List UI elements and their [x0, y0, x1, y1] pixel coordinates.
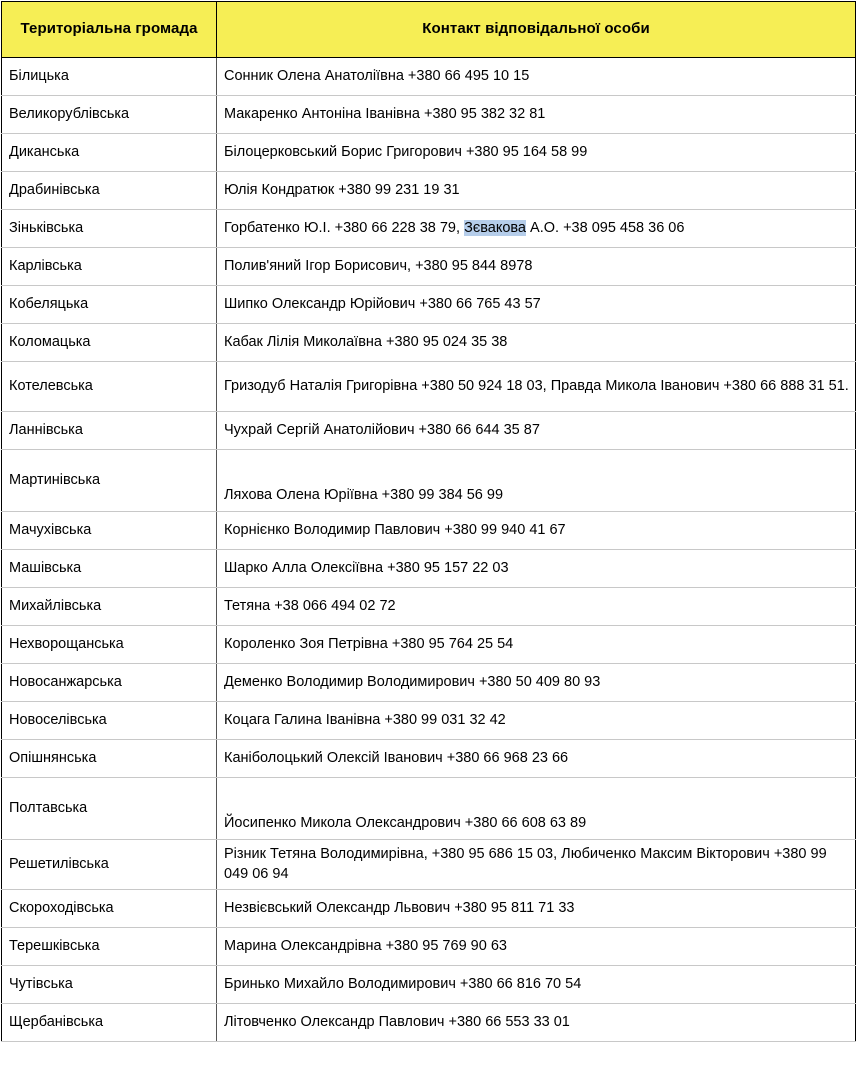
- cell-contact[interactable]: Чухрай Сергій Анатолійович +380 66 644 35 87: [217, 412, 856, 450]
- cell-contact[interactable]: Йосипенко Микола Олександрович +380 66 608 63 89: [217, 778, 856, 840]
- cell-contact[interactable]: Ляхова Олена Юріївна +380 99 384 56 99: [217, 450, 856, 512]
- cell-hromada[interactable]: Нехворощанська: [2, 626, 217, 664]
- column-header-hromada: Територіальна громада: [2, 2, 217, 58]
- cell-contact[interactable]: Гризодуб Наталія Григорівна +380 50 924 18 03, Правда Микола Іванович +380 66 888 31 51.: [217, 362, 856, 412]
- cell-hromada[interactable]: Решетилівська: [2, 840, 217, 890]
- cell-contact[interactable]: Бринько Михайло Володимирович +380 66 816 70 54: [217, 966, 856, 1004]
- table-row: [2, 778, 856, 840]
- column-header-contact: Контакт відповідальної особи: [217, 2, 856, 58]
- cell-hromada[interactable]: Драбинівська: [2, 172, 217, 210]
- cell-contact[interactable]: Марина Олександрівна +380 95 769 90 63: [217, 928, 856, 966]
- cell-contact[interactable]: Горбатенко Ю.І. +380 66 228 38 79, Зєвакова А.О. +38 095 458 36 06: [217, 210, 856, 248]
- cell-hromada[interactable]: Кобеляцька: [2, 286, 217, 324]
- table-row: [2, 1004, 856, 1042]
- table-row: [2, 966, 856, 1004]
- table-row: [2, 96, 856, 134]
- cell-contact[interactable]: Незвієвський Олександр Львович +380 95 811 71 33: [217, 890, 856, 928]
- cell-hromada[interactable]: Карлівська: [2, 248, 217, 286]
- cell-contact[interactable]: Коцага Галина Іванівна +380 99 031 32 42: [217, 702, 856, 740]
- cell-hromada[interactable]: Котелевська: [2, 362, 217, 412]
- cell-hromada[interactable]: Новосанжарська: [2, 664, 217, 702]
- cell-hromada[interactable]: Великорублівська: [2, 96, 217, 134]
- cell-contact[interactable]: Каніболоцький Олексій Іванович +380 66 968 23 66: [217, 740, 856, 778]
- cell-hromada[interactable]: Михайлівська: [2, 588, 217, 626]
- table-row: [2, 362, 856, 412]
- contacts-table: [1, 1, 856, 1042]
- cell-hromada[interactable]: Терешківська: [2, 928, 217, 966]
- table-row: [2, 172, 856, 210]
- highlighted-text: Зєвакова: [464, 219, 526, 236]
- table-row: [2, 740, 856, 778]
- table-row: [2, 58, 856, 96]
- table-row: [2, 890, 856, 928]
- cell-hromada[interactable]: Чутівська: [2, 966, 217, 1004]
- cell-hromada[interactable]: Коломацька: [2, 324, 217, 362]
- table-row: [2, 840, 856, 890]
- cell-contact[interactable]: Білоцерковський Борис Григорович +380 95 164 58 99: [217, 134, 856, 172]
- cell-contact[interactable]: Короленко Зоя Петрівна +380 95 764 25 54: [217, 626, 856, 664]
- cell-contact[interactable]: Тетяна +38 066 494 02 72: [217, 588, 856, 626]
- cell-contact[interactable]: Сонник Олена Анатоліївна +380 66 495 10 15: [217, 58, 856, 96]
- cell-contact[interactable]: Шарко Алла Олексіївна +380 95 157 22 03: [217, 550, 856, 588]
- table-row: [2, 450, 856, 512]
- cell-hromada[interactable]: Щербанівська: [2, 1004, 217, 1042]
- cell-contact[interactable]: Шипко Олександр Юрійович +380 66 765 43 57: [217, 286, 856, 324]
- cell-hromada[interactable]: Мачухівська: [2, 512, 217, 550]
- cell-contact[interactable]: Кабак Лілія Миколаївна +380 95 024 35 38: [217, 324, 856, 362]
- cell-hromada[interactable]: Диканська: [2, 134, 217, 172]
- table-header: [2, 2, 856, 58]
- table-row: [2, 412, 856, 450]
- cell-hromada[interactable]: Машівська: [2, 550, 217, 588]
- table-row: [2, 702, 856, 740]
- table-row: [2, 324, 856, 362]
- table-row: [2, 928, 856, 966]
- cell-contact[interactable]: Корнієнко Володимир Павлович +380 99 940 41 67: [217, 512, 856, 550]
- cell-hromada[interactable]: Мартинівська: [2, 450, 217, 512]
- cell-contact[interactable]: Макаренко Антоніна Іванівна +380 95 382 32 81: [217, 96, 856, 134]
- cell-hromada[interactable]: Полтавська: [2, 778, 217, 840]
- table-row: [2, 286, 856, 324]
- table-row: [2, 248, 856, 286]
- spreadsheet-sheet: [0, 1, 858, 1069]
- table-body: [2, 58, 856, 1042]
- cell-contact[interactable]: Полив'яний Ігор Борисович, +380 95 844 8978: [217, 248, 856, 286]
- table-row: [2, 626, 856, 664]
- cell-hromada[interactable]: Новоселівська: [2, 702, 217, 740]
- cell-hromada[interactable]: Скороходівська: [2, 890, 217, 928]
- cell-contact[interactable]: Деменко Володимир Володимирович +380 50 409 80 93: [217, 664, 856, 702]
- cell-contact[interactable]: Літовченко Олександр Павлович +380 66 553 33 01: [217, 1004, 856, 1042]
- table-row: [2, 512, 856, 550]
- cell-contact[interactable]: Різник Тетяна Володимирівна, +380 95 686 15 03, Любиченко Максим Вікторович +380 99 049 06 94: [217, 840, 856, 890]
- table-row: [2, 134, 856, 172]
- table-row: [2, 588, 856, 626]
- cell-contact[interactable]: Юлія Кондратюк +380 99 231 19 31: [217, 172, 856, 210]
- table-row: [2, 550, 856, 588]
- cell-hromada[interactable]: Білицька: [2, 58, 217, 96]
- cell-hromada[interactable]: Ланнівська: [2, 412, 217, 450]
- table-header-row: [2, 2, 856, 58]
- cell-hromada[interactable]: Опішнянська: [2, 740, 217, 778]
- table-row: [2, 210, 856, 248]
- table-row: [2, 664, 856, 702]
- cell-hromada[interactable]: Зіньківська: [2, 210, 217, 248]
